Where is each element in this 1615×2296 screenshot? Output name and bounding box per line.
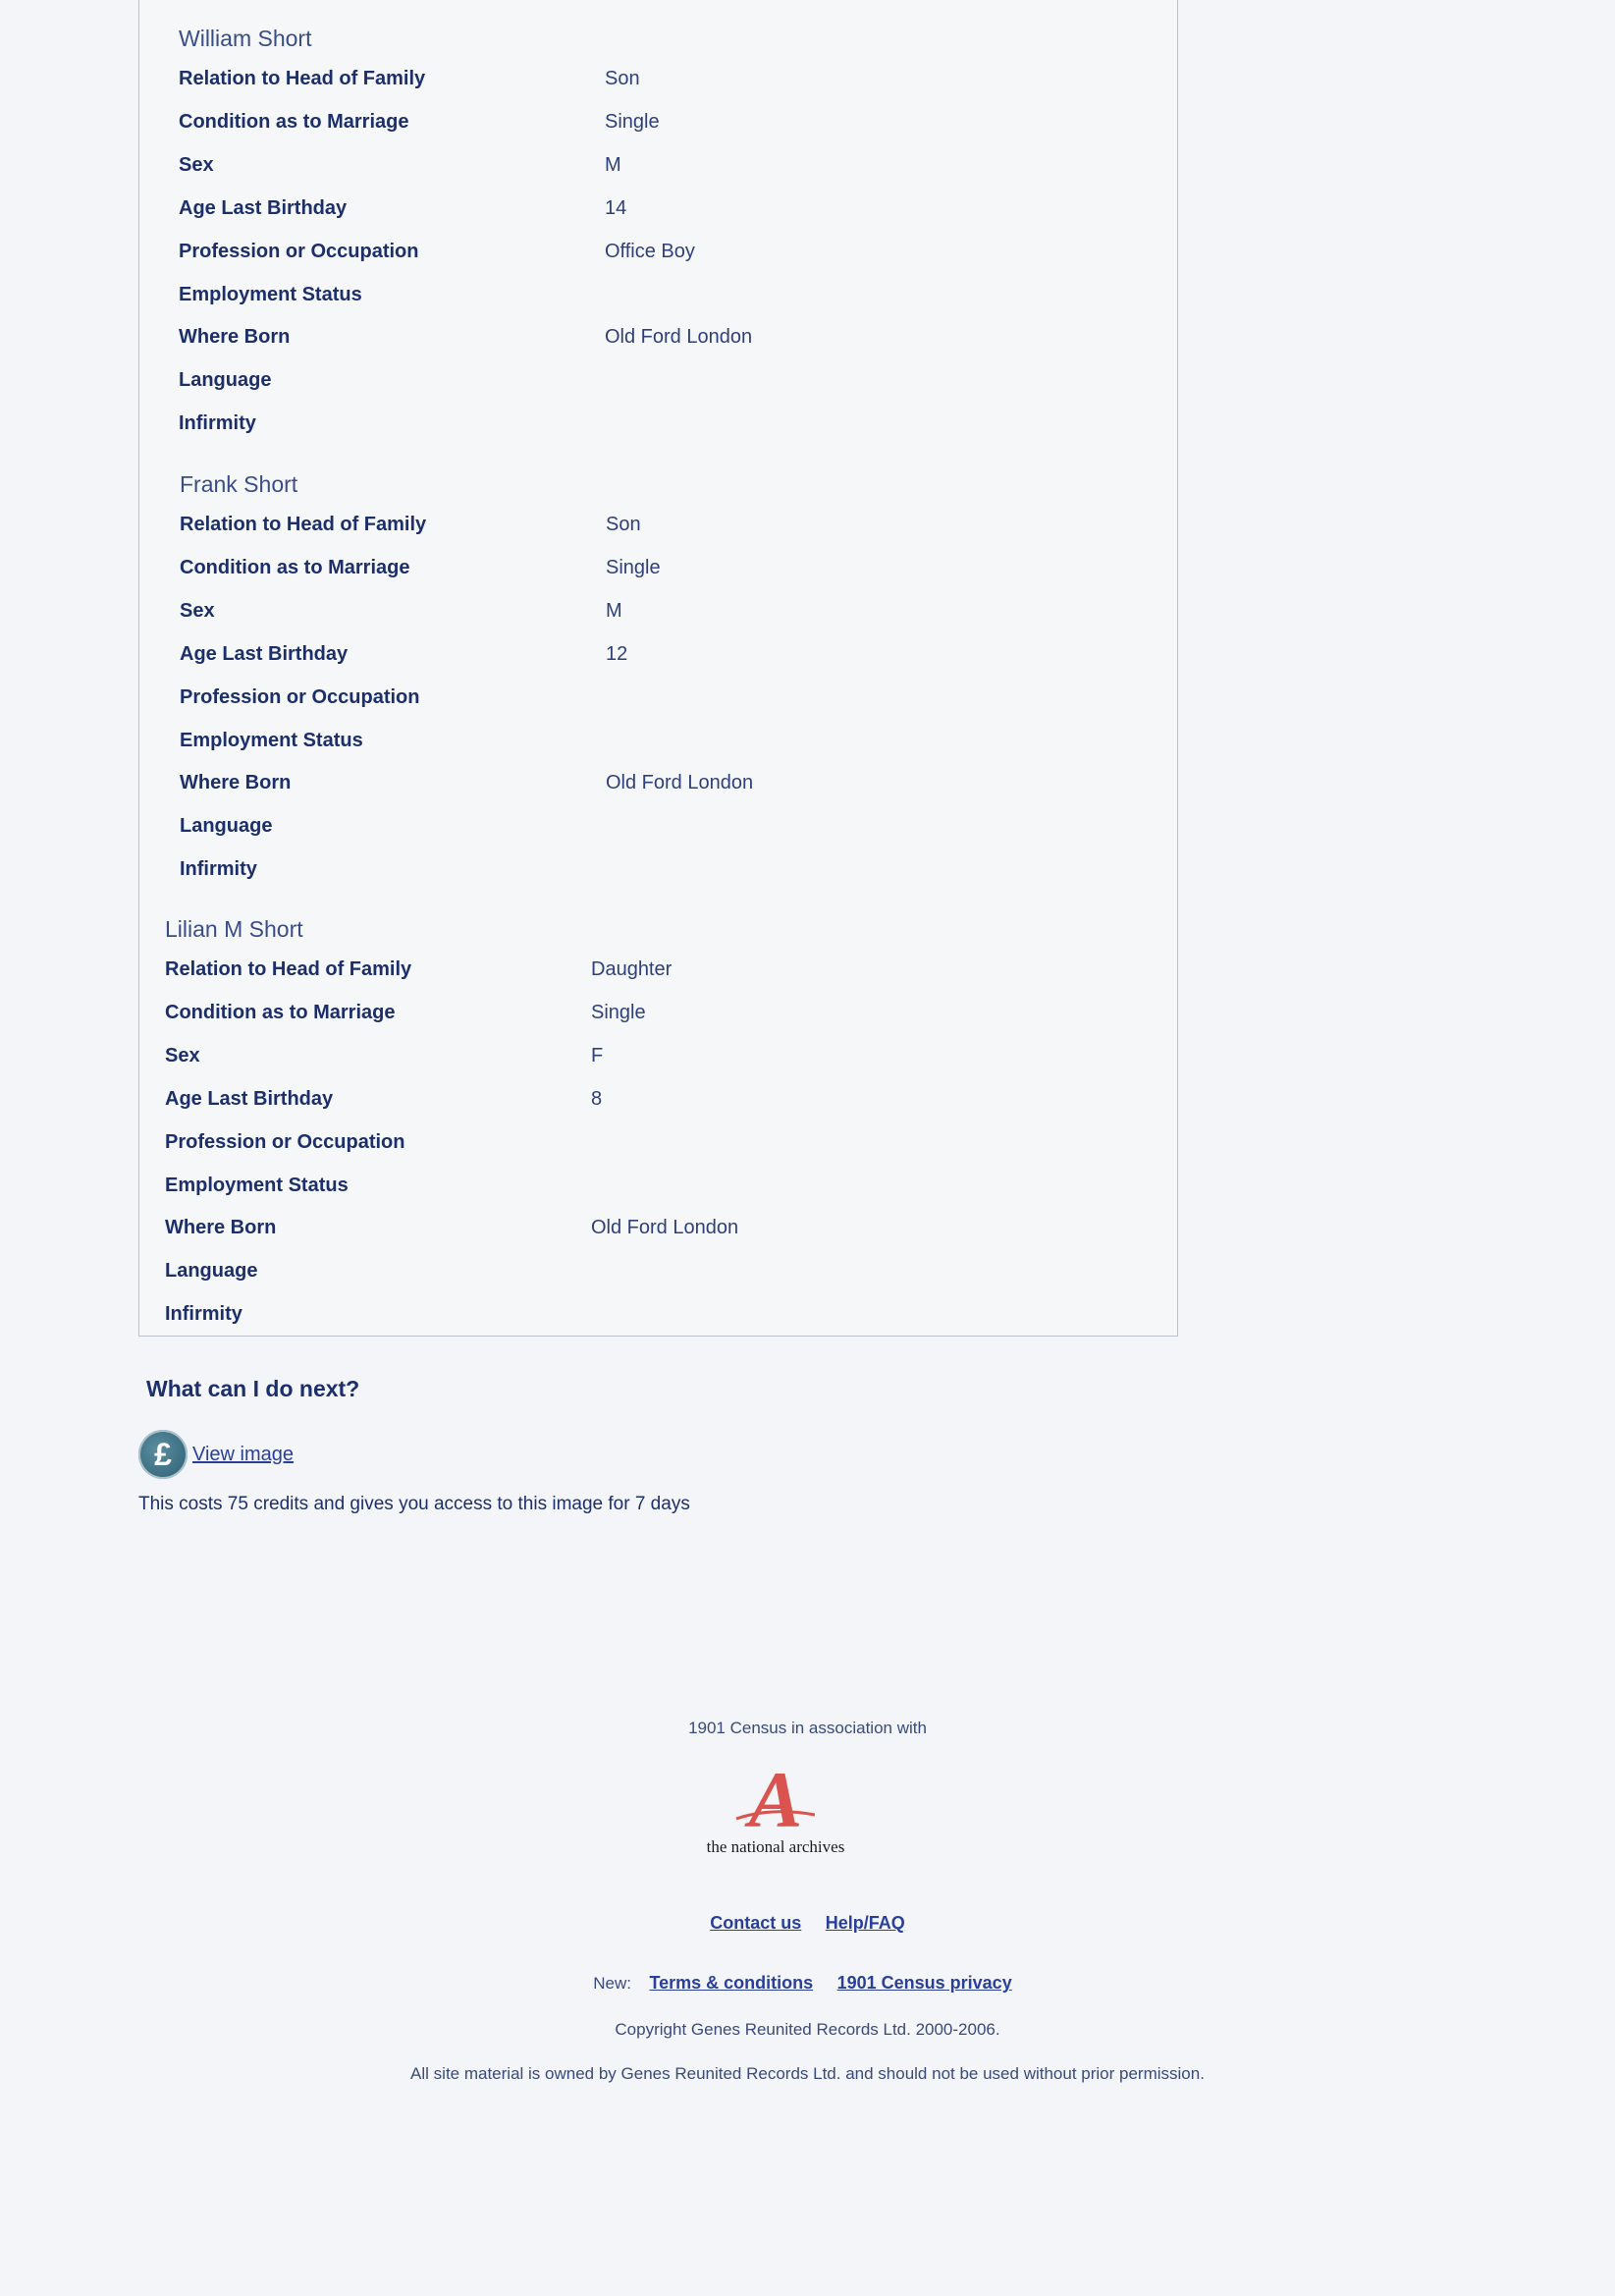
field-value: Daughter — [591, 958, 673, 980]
logo-letter: A — [748, 1758, 803, 1844]
logo-wordmark: the national archives — [706, 1837, 845, 1856]
field-value: Old Ford London — [591, 1217, 739, 1238]
new-label: New: — [593, 1974, 631, 1993]
field-label: Relation to Head of Family — [180, 514, 427, 535]
field-value: 12 — [606, 643, 628, 665]
field-label: Age Last Birthday — [180, 643, 349, 665]
census-privacy-link[interactable]: 1901 Census privacy — [836, 1973, 1012, 1993]
field-value: Old Ford London — [606, 772, 754, 793]
field-label: Employment Status — [179, 284, 362, 305]
field-value: Office Boy — [605, 241, 695, 262]
field-value: M — [606, 600, 622, 622]
field-label: Profession or Occupation — [165, 1131, 405, 1153]
field-value: Son — [606, 514, 641, 535]
footer-legal-links — [0, 1973, 1615, 1994]
field-value: Single — [606, 557, 661, 578]
field-label: Profession or Occupation — [180, 686, 420, 708]
field-label: Language — [165, 1260, 258, 1282]
field-label: Infirmity — [165, 1303, 242, 1325]
help-faq-link[interactable]: Help/FAQ — [825, 1913, 905, 1933]
field-label: Condition as to Marriage — [180, 557, 410, 578]
footer-links — [0, 1913, 1615, 1934]
field-label: Language — [180, 815, 273, 837]
field-label: Condition as to Marriage — [165, 1002, 396, 1023]
field-label: Where Born — [180, 772, 292, 793]
census-record-panel — [138, 0, 1178, 1337]
field-label: Infirmity — [179, 412, 256, 434]
pound-credits-icon[interactable]: £ — [138, 1430, 188, 1479]
field-value: M — [605, 154, 621, 176]
field-label: Employment Status — [165, 1175, 349, 1196]
field-label: Where Born — [165, 1217, 277, 1238]
person-name: Lilian M Short — [165, 916, 303, 942]
field-value: Son — [605, 68, 640, 89]
field-value: Single — [591, 1002, 646, 1023]
field-value: 8 — [591, 1088, 603, 1110]
national-archives-logo[interactable] — [677, 1758, 874, 1856]
field-label: Language — [179, 369, 272, 391]
field-label: Condition as to Marriage — [179, 111, 409, 133]
ownership-text: All site material is owned by Genes Reunited Records Ltd. and should not be used without prior permission. — [410, 2064, 1205, 2083]
field-label: Age Last Birthday — [165, 1088, 334, 1110]
field-label: Sex — [179, 154, 214, 176]
association-text: 1901 Census in association with — [688, 1719, 927, 1737]
person-name: Frank Short — [180, 471, 298, 497]
field-label: Where Born — [179, 326, 291, 348]
field-label: Relation to Head of Family — [179, 68, 426, 89]
field-value: F — [591, 1045, 604, 1066]
person-name: William Short — [179, 26, 312, 51]
field-label: Sex — [180, 600, 215, 622]
field-label: Relation to Head of Family — [165, 958, 412, 980]
field-label: Sex — [165, 1045, 200, 1066]
field-label: Profession or Occupation — [179, 241, 419, 262]
field-label: Employment Status — [180, 730, 363, 751]
view-image-link[interactable]: View image — [192, 1444, 295, 1465]
next-steps-heading: What can I do next? — [146, 1376, 360, 1401]
terms-link[interactable]: Terms & conditions — [649, 1973, 814, 1993]
field-label: Infirmity — [180, 858, 257, 880]
copyright-text: Copyright Genes Reunited Records Ltd. 2000-2006. — [615, 2020, 1000, 2039]
cost-note: This costs 75 credits and gives you access to this image for 7 days — [138, 1494, 690, 1514]
field-value: Single — [605, 111, 660, 133]
field-value: Old Ford London — [605, 326, 753, 348]
contact-us-link[interactable]: Contact us — [710, 1913, 802, 1933]
field-value: 14 — [605, 197, 627, 219]
field-label: Age Last Birthday — [179, 197, 348, 219]
